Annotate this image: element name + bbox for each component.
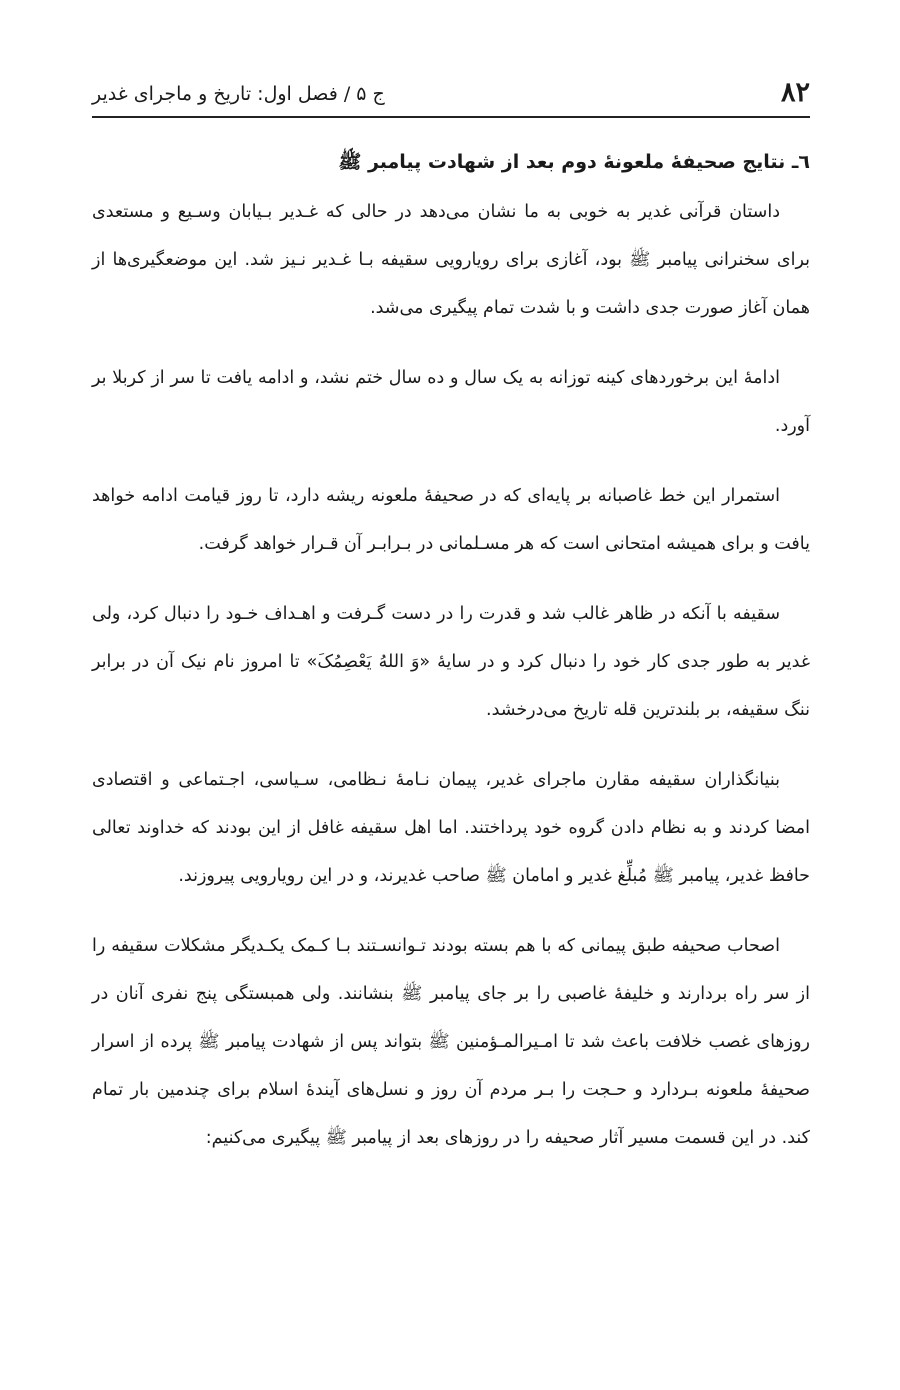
running-title: ج ۵ / فصل اول: تاریخ و ماجرای غدیر <box>92 83 385 105</box>
running-head <box>92 72 810 108</box>
header-rule <box>92 116 810 118</box>
paragraph: داستان قرآنی غدیر به خوبی به ما نشان می‌دهد در حالی که غـدیر بـیابان وسـیع و مستعدی برای سخنرانی پیامبر ﷺ بود، آغازی برای رویارویی سقیفه بـا غـدیر نـیز شد. این موضعگیری‌ها از همان آغاز صورت جدی داشت و با شدت تمام پیگیری می‌شد. <box>92 202 810 318</box>
paragraph: استمرار این خط غاصبانه بر پایه‌ای که در صحیفهٔ ملعونه ریشه دارد، تا روز قیامت ادامه خواهد یافت و برای همیشه امتحانی است که هر مسـلمانی در بـرابـر آن قـرار خواهد گرفت. <box>92 486 810 554</box>
paragraph: اصحاب صحیفه طبق پیمانی که با هم بسته بودند تـوانسـتند بـا کـمک یکـدیگر مشکلات سقیفه را از سر راه بردارند و خلیفهٔ غاصبی را بر جای پیامبر ﷺ بنشانند. ولی همبستگی پنج نفری آنان در روزهای غصب خلافت باعث شد تا امـیرالمـؤمنین ﷺ بتواند پس از شهادت پیامبر ﷺ پرده از اسرار صحیفهٔ ملعونه بـردارد و حـجت را بـر مردم آن روز و نسل‌های آیندهٔ اسلام برای چندمین بار تمام کند. در این قسمت مسیر آثار صحیفه را در روزهای بعد از پیامبر ﷺ پیگیری می‌کنیم: <box>92 936 810 1148</box>
paragraph: سقیفه با آنکه در ظاهر غالب شد و قدرت را در دست گـرفت و اهـداف خـود را دنبال کرد، ولی غدیر به طور جدی کار خود را دنبال کرد و در سایهٔ «وَ اللهُ یَعْصِمُکَ» تا امروز نام نیک آن در برابر ننگ سقیفه، بر بلندترین قله تاریخ می‌درخشد. <box>92 604 810 720</box>
page-number: ۸۲ <box>780 77 810 108</box>
body-text <box>92 188 810 1184</box>
paragraph: بنیانگذاران سقیفه مقارن ماجرای غدیر، پیمان نـامهٔ نـظامی، سـیاسی، اجـتماعی و اقتصادی امضا کردند و به نظام دادن گروه خود پرداختند. اما اهل سقیفه غافل از این بودند که خداوند تعالی حافظ غدیر، پیامبر ﷺ مُبلِّغ غدیر و امامان ﷺ صاحب غدیرند، و در این رویارویی پیروزند. <box>92 770 810 886</box>
paragraph: ادامهٔ این برخوردهای کینه توزانه به یک سال و ده سال ختم نشد، و ادامه یافت تا سر از کربلا بر آورد. <box>92 368 810 436</box>
book-page <box>92 0 810 1390</box>
section-heading: ٦ـ نتایج صحیفهٔ ملعونهٔ دوم بعد از شهادت پیامبر ﷺ <box>338 151 810 173</box>
